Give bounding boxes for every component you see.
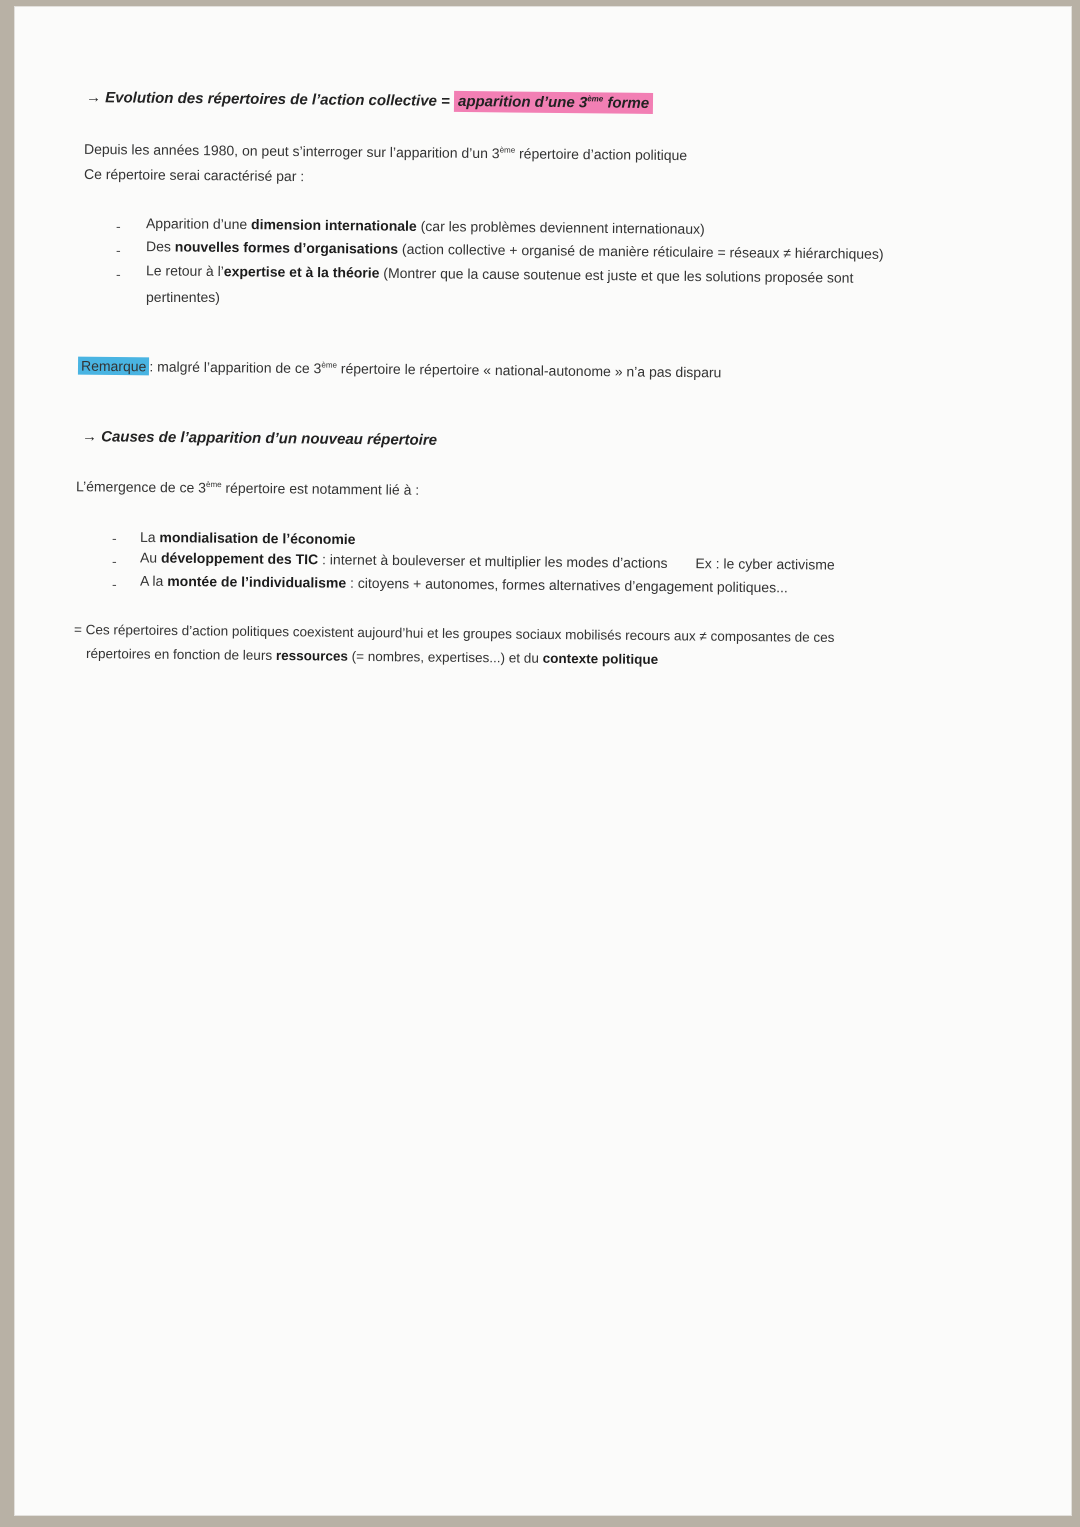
section1-heading (86, 89, 653, 112)
section2-intro: L’émergence de ce 3ème répertoire est notamment lié à : (75, 478, 420, 498)
section1-title: Evolution des répertoires de l’action collective = (105, 89, 450, 110)
remark-line: Remarque : malgré l’apparition de ce 3ème répertoire le répertoire « national-autonome » n’a pas disparu (78, 358, 722, 381)
example-note: Ex : le cyber activisme (695, 555, 835, 573)
section1-bullet-3: Le retour à l’expertise et à la théorie (Montrer que la cause soutenue est juste et que les solutions proposée sont (145, 262, 854, 286)
conclusion-line2: répertoires en fonction de leurs ressources (= nombres, expertises...) et du contexte politique (85, 646, 659, 667)
remark-label: Remarque (78, 357, 150, 376)
arrow-icon: → (85, 89, 102, 107)
arrow-icon: → (81, 428, 98, 446)
bullet-dash: - (116, 242, 121, 258)
section1-intro-line1: Depuis les années 1980, on peut s’interroger sur l’apparition d’un 3ème répertoire d’action politique (83, 140, 688, 164)
section1-bullet-1: Apparition d’une dimension internationale (car les problèmes deviennent internationaux) (145, 215, 705, 237)
section1-bullet-3-continuation: pertinentes) (146, 289, 220, 305)
section1-highlight: apparition d’une 3ème forme (454, 91, 653, 114)
document-page (14, 6, 1072, 1516)
bullet-dash: - (112, 553, 117, 569)
bullet-dash: - (116, 266, 121, 282)
bullet-dash: - (112, 576, 117, 592)
bullet-dash: - (116, 218, 121, 234)
section2-bullet-3: A la montée de l’individualisme : citoyens + autonomes, formes alternatives d’engagement politiques... (139, 572, 788, 596)
section2-bullet-2: Au développement des TIC : internet à bouleverser et multiplier les modes d’actions Ex : le cyber activisme (139, 549, 835, 573)
bullet-dash: - (112, 530, 117, 546)
section2-bullet-1: La mondialisation de l’économie (139, 528, 356, 548)
section2-heading (82, 428, 437, 449)
conclusion-line1: = Ces répertoires d’action politiques coexistent aujourd’hui et les groupes sociaux mobilisés recours aux ≠ composantes de ces (73, 622, 835, 645)
section2-title: Causes de l’apparition d’un nouveau répertoire (101, 428, 438, 449)
section1-bullet-2: Des nouvelles formes d’organisations (action collective + organisé de manière réticulaire = réseaux ≠ hiérarchiques) (145, 238, 884, 262)
section1-intro-line2: Ce répertoire serai caractérisé par : (83, 165, 305, 185)
